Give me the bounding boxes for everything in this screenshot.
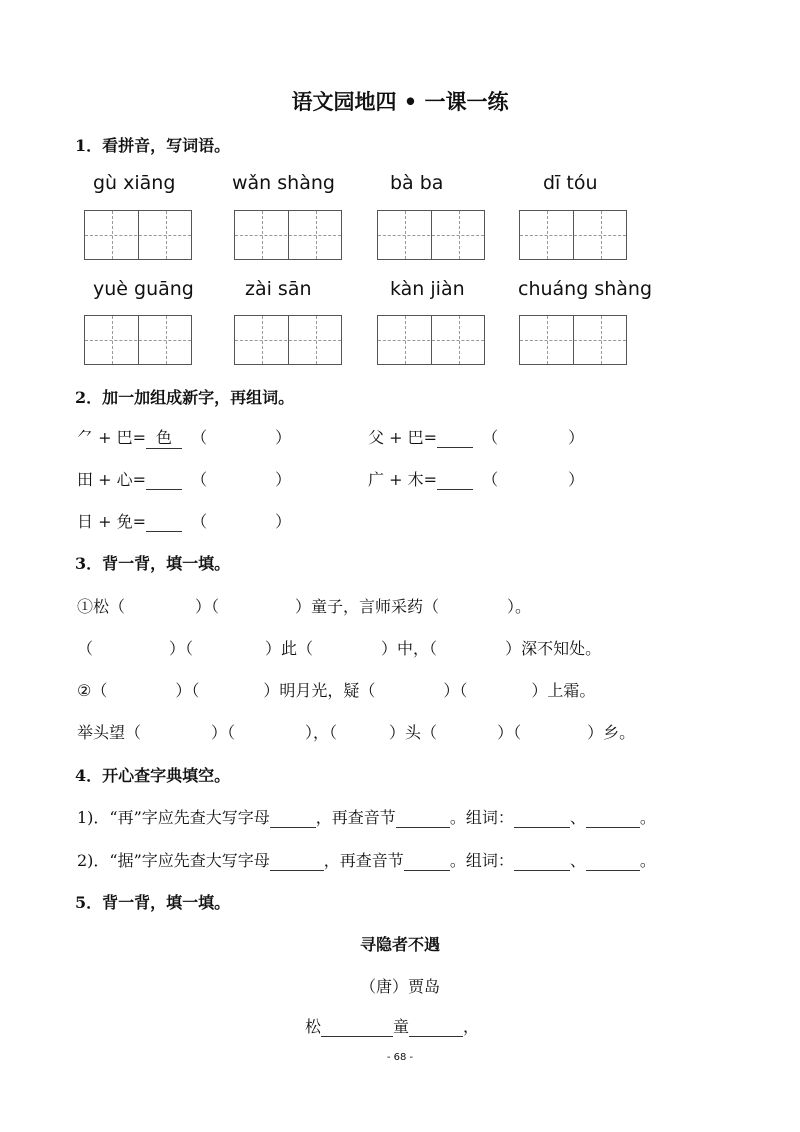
pinyin-1: gù xiāng [93, 172, 176, 194]
recite-line-2: （ ）（ ）此（ ）中，（ ）深不知处。 [77, 639, 602, 658]
question-5-heading: 5．背一背，填一填。 [75, 893, 231, 912]
writing-grid-2[interactable] [234, 210, 342, 260]
writing-grid-5[interactable] [84, 315, 192, 365]
pinyin-3: bà ba [390, 172, 444, 194]
writing-grid-6[interactable] [234, 315, 342, 365]
question-4-heading: 4．开心查字典填空。 [75, 766, 231, 785]
poem-author: （唐）贾岛 [359, 977, 440, 996]
letter-blank[interactable] [270, 854, 324, 871]
pinyin-4: dī tóu [543, 172, 598, 194]
writing-grid-1[interactable] [84, 210, 192, 260]
compose-answer-3[interactable] [146, 473, 182, 490]
writing-grid-7[interactable] [377, 315, 485, 365]
page-title: 语文园地四 • 一课一练 [291, 89, 509, 114]
word-blank[interactable] [586, 854, 640, 871]
writing-grid-4[interactable] [519, 210, 627, 260]
pinyin-7: kàn jiàn [390, 278, 465, 300]
pinyin-8: chuáng shàng [518, 278, 653, 300]
poem-title: 寻隐者不遇 [359, 935, 440, 954]
poem-line-1: 松 童 ， [305, 1017, 480, 1036]
word-blank[interactable] [514, 811, 570, 828]
poem-blank[interactable] [321, 1020, 393, 1037]
compose-item-5: 日 + 免= （ ） [77, 512, 292, 531]
pinyin-5: yuè guāng [93, 278, 194, 300]
dictionary-line-2: 2)．“据”字应先查大写字母 ，再查音节 。组词： 、 。 [77, 851, 656, 870]
compose-answer-2[interactable] [437, 431, 473, 448]
compose-item-4: 广 + 木= （ ） [368, 470, 585, 489]
compose-item-2: 父 + 巴= （ ） [368, 428, 585, 447]
page-number: - 68 - [386, 1052, 414, 1063]
question-1-heading: 1．看拼音，写词语。 [75, 136, 231, 155]
compose-answer-1[interactable]: 色 [146, 425, 182, 449]
compose-item-3: 田 + 心= （ ） [77, 470, 292, 489]
word-blank[interactable] [586, 811, 640, 828]
syllable-blank[interactable] [396, 811, 450, 828]
compose-answer-4[interactable] [437, 473, 473, 490]
poem-blank[interactable] [409, 1020, 463, 1037]
writing-grid-3[interactable] [377, 210, 485, 260]
question-3-heading: 3．背一背，填一填。 [75, 554, 231, 573]
pinyin-6: zài sān [245, 278, 312, 300]
question-2-heading: 2．加一加组成新字，再组词。 [75, 388, 295, 407]
pinyin-2: wǎn shàng [232, 172, 335, 194]
dictionary-line-1: 1)．“再”字应先查大写字母 ，再查音节 。组词： 、 。 [77, 808, 656, 827]
compose-item-1: ⺈ + 巴= 色 （ ） [77, 425, 291, 449]
word-blank[interactable] [514, 854, 570, 871]
compose-answer-5[interactable] [146, 515, 182, 532]
recite-line-4: 举头望（ ）（ ），（ ）头（ ）（ ）乡。 [77, 723, 636, 742]
syllable-blank[interactable] [404, 854, 450, 871]
letter-blank[interactable] [270, 811, 316, 828]
writing-grid-8[interactable] [519, 315, 627, 365]
recite-line-3: ②（ ）（ ）明月光，疑（ ）（ ）上霜。 [77, 681, 596, 700]
recite-line-1: ①松（ ）（ ）童子，言师采药（ ）。 [77, 597, 532, 616]
